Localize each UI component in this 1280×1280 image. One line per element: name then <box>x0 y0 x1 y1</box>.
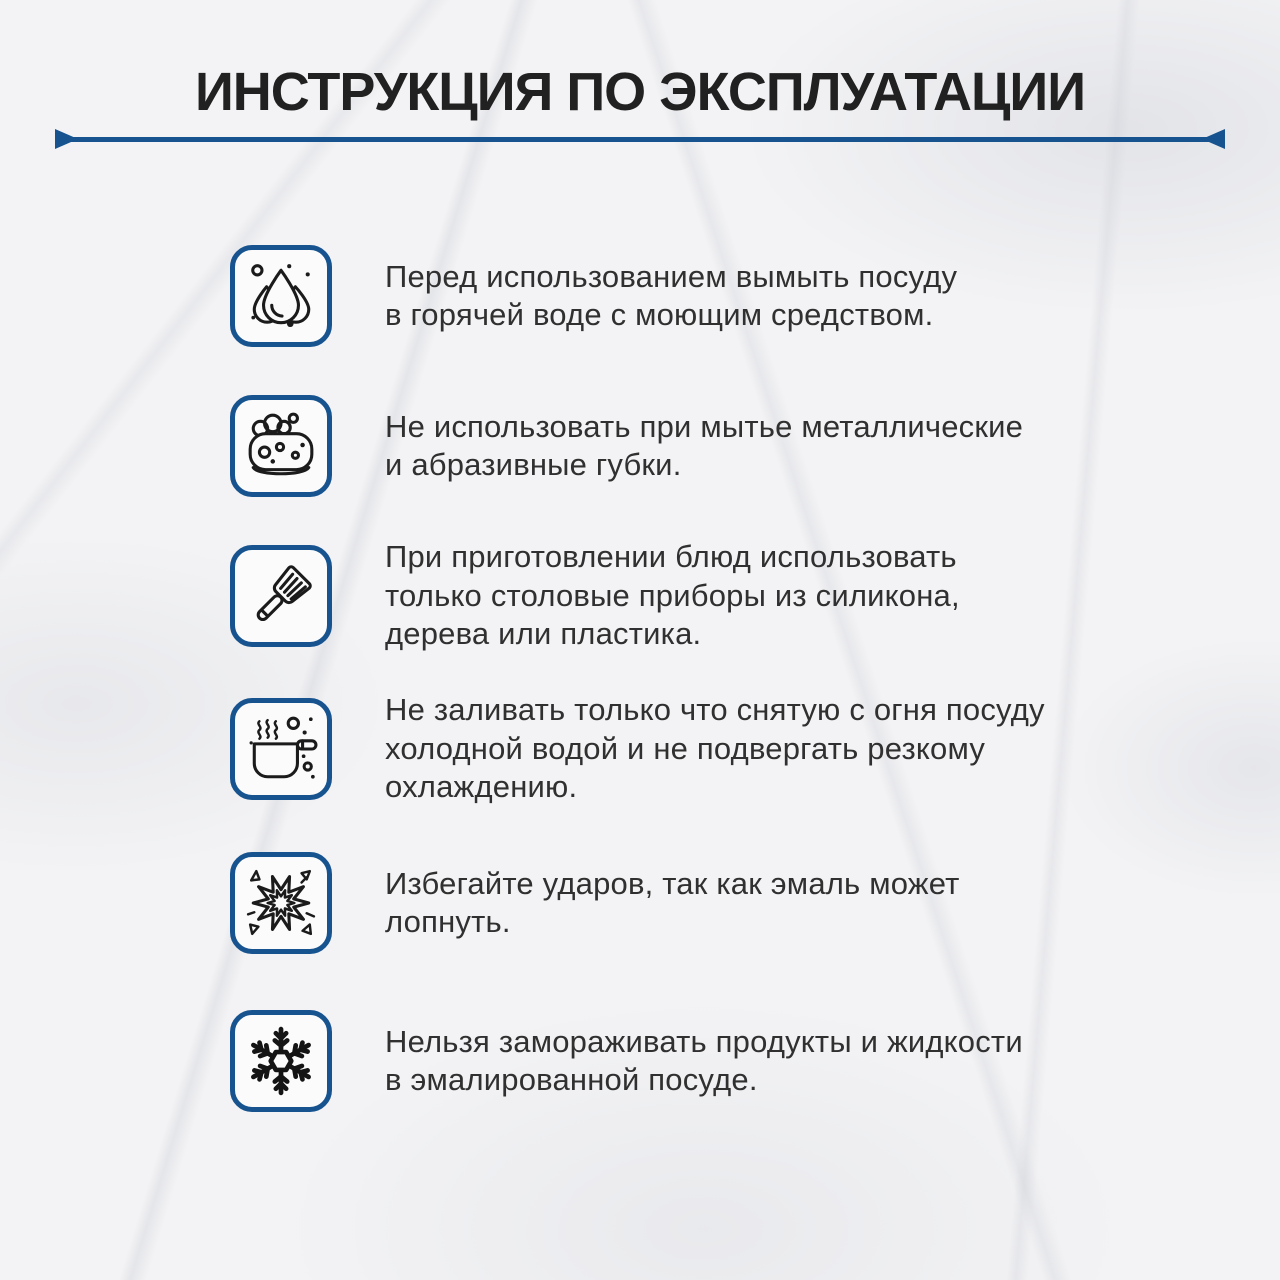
instruction-row <box>230 539 960 652</box>
instruction-text: Нельзя замораживать продукты и жидкости в эмалированной посуде. <box>385 1023 1023 1097</box>
instruction-text: Не заливать только что снятую с огня посуду холодной водой и не подвергать резкому охлаждению. <box>385 692 1045 805</box>
instruction-row <box>230 1010 1023 1112</box>
title-underline-arrows <box>56 137 1224 142</box>
instruction-row <box>230 245 957 347</box>
hot-pan-icon <box>230 698 332 800</box>
spatula-icon <box>230 545 332 647</box>
impact-burst-icon <box>230 852 332 954</box>
instruction-row <box>230 692 1045 805</box>
instruction-text: Избегайте ударов, так как эмаль может лопнуть. <box>385 865 960 939</box>
instruction-text: При приготовлении блюд использовать только столовые приборы из силикона, дерева или пластика. <box>385 539 960 652</box>
snowflake-icon <box>230 1010 332 1112</box>
instruction-text: Перед использованием вымыть посуду в горячей воде с моющим средством. <box>385 258 958 332</box>
instruction-row <box>230 852 960 954</box>
sponge-icon <box>230 395 332 497</box>
page-title: ИНСТРУКЦИЯ ПО ЭКСПЛУАТАЦИИ <box>194 62 1086 122</box>
water-drops-icon <box>230 245 332 347</box>
instruction-text: Не использовать при мытье металлические и абразивные губки. <box>385 408 1024 482</box>
instruction-row <box>230 395 1023 497</box>
